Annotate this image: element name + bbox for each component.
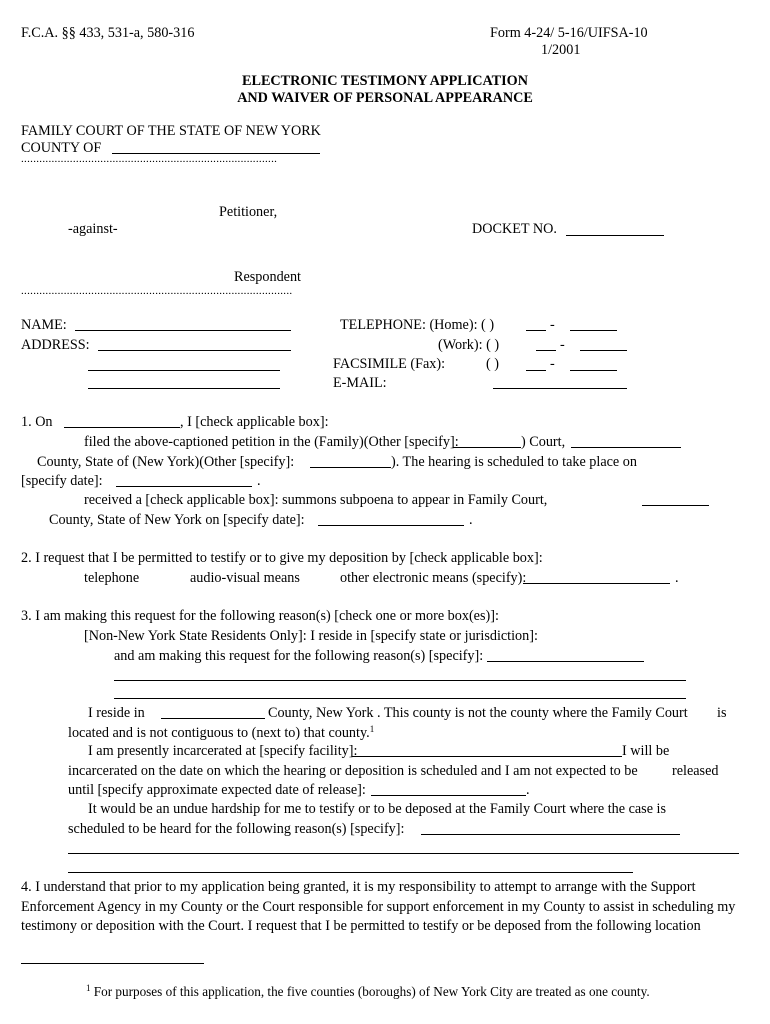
s3-hardship-reason-field[interactable] (421, 834, 680, 835)
separator-dots: ......................................................................................... (21, 285, 293, 297)
separator-dots: .................................................................................... (21, 153, 278, 165)
s3-scheduled-text: scheduled to be heard for the following reason(s) [specify]: (68, 821, 405, 837)
s1-check-label: , I [check applicable box]: (180, 414, 329, 430)
s3-facility-field[interactable] (352, 756, 622, 757)
title-line-1: ELECTRONIC TESTIMONY APPLICATION (242, 73, 528, 89)
s3-nonresident-option[interactable]: [Non-New York State Residents Only]: I reside in [specify state or jurisdiction]: (84, 628, 538, 644)
dash: - (560, 337, 565, 353)
s3-incarcerated-2: incarcerated on the date on which the hearing or deposition is scheduled and I am not expected to be (68, 763, 638, 779)
s3-released-text: released (672, 763, 719, 779)
period: . (526, 782, 530, 798)
s3-hardship-option[interactable]: It would be an undue hardship for me to testify or to be deposed at the Family Court where the case is (88, 801, 666, 817)
petitioner-label: Petitioner, (219, 204, 278, 220)
docket-field[interactable] (566, 235, 664, 236)
home-exchange-field[interactable] (526, 330, 546, 331)
footnote-reference: 1 (369, 724, 375, 734)
title-line-2: AND WAIVER OF PERSONAL APPEARANCE (237, 90, 533, 106)
s3-reason-field[interactable] (487, 661, 644, 662)
court-name: FAMILY COURT OF THE STATE OF NEW YORK (21, 123, 321, 139)
period: . (257, 473, 261, 489)
docket-label: DOCKET NO. (472, 221, 557, 237)
s1-county-state: County, State of (New York)(Other [specify]: (37, 454, 295, 470)
s3-release-date-field[interactable] (371, 795, 526, 796)
s3-will-be-text: I will be (622, 743, 670, 759)
s3-county-ny-text: County, New York . This county is not the county where the Family Court (268, 705, 688, 721)
s4-line-1: 4. I understand that prior to my application being granted, it is my responsibility to attempt to arrange with the Support (21, 879, 696, 895)
fax-label: FACSIMILE (Fax): (333, 356, 446, 372)
s1-hearing-text: ). The hearing is scheduled to take place on (391, 454, 637, 470)
telephone-work-label: (Work): ( ) (438, 337, 500, 353)
email-label: E-MAIL: (333, 375, 387, 391)
s3-until-text: until [specify approximate expected date of release]: (68, 782, 366, 798)
s2-option-other[interactable]: other electronic means (specify): (340, 570, 527, 586)
s1-court-text: ) Court, (521, 434, 566, 450)
dash: - (550, 356, 555, 372)
s1-court-name-field[interactable] (571, 447, 681, 448)
s3-reside-in-option[interactable]: I reside in (88, 705, 145, 721)
respondent-label: Respondent (234, 269, 301, 285)
footnote-text: For purposes of this application, the five counties (boroughs) of New York City are treated as one county. (93, 984, 650, 999)
s1-appear-date-field[interactable] (318, 525, 464, 526)
s3-reason-line-3[interactable] (114, 698, 686, 699)
s4-line-2: Enforcement Agency in my County or the Court responsible for support enforcement in my County to assist in scheduling my (21, 899, 736, 915)
address-field-1[interactable] (98, 350, 291, 351)
telephone-home-label: TELEPHONE: (Home): ( ) (340, 317, 495, 333)
against-label: -against- (68, 221, 118, 237)
s3-county-field[interactable] (161, 718, 265, 719)
s1-specify-date-label: [specify date]: (21, 473, 103, 489)
form-number: Form 4-24/ 5-16/UIFSA-10 (490, 25, 648, 41)
s1-state-specify-field[interactable] (310, 467, 391, 468)
email-field[interactable] (493, 388, 627, 389)
s1-court-specify-field[interactable] (453, 447, 521, 448)
footnote (86, 984, 650, 998)
s4-line-3: testimony or deposition with the Court. I request that I be permitted to testify or be deposed from the following location (21, 918, 701, 934)
s1-county-ny-text: County, State of New York on [specify date]: (49, 512, 305, 528)
s3-located-sentence: located and is not contiguous to (next to) that county. (68, 725, 370, 741)
address-field-3[interactable] (88, 388, 280, 389)
s1-filed-text: filed the above-captioned petition in the (Family)(Other [specify]: (84, 434, 459, 450)
s3-is-text: is (717, 705, 727, 721)
s1-received-text: received a [check applicable box]: summons subpoena to appear in Family Court, (84, 492, 548, 508)
period: . (469, 512, 473, 528)
s1-on: 1. On (21, 414, 53, 430)
s2-request-text: 2. I request that I be permitted to testify or to give my deposition by [check applicable box]: (21, 550, 543, 566)
name-label: NAME: (21, 317, 67, 333)
s3-reason-label: and am making this request for the following reason(s) [specify]: (114, 648, 484, 664)
fax-exchange-field[interactable] (526, 370, 546, 371)
footnote-mark: 1 (86, 983, 91, 993)
dash: - (550, 317, 555, 333)
work-number-field[interactable] (580, 350, 627, 351)
county-of-label: COUNTY OF (21, 140, 102, 156)
address-field-2[interactable] (88, 370, 280, 371)
s2-option-audio-visual[interactable]: audio-visual means (190, 570, 300, 586)
name-field[interactable] (75, 330, 291, 331)
s3-hardship-line-3[interactable] (68, 872, 633, 873)
home-number-field[interactable] (570, 330, 617, 331)
s3-located-text (68, 725, 374, 740)
s3-hardship-line-2[interactable] (68, 853, 739, 854)
s1-date-field[interactable] (64, 427, 180, 428)
footnote-divider (21, 963, 204, 964)
s2-other-specify-field[interactable] (523, 583, 670, 584)
fax-area-code: ( ) (486, 356, 499, 372)
work-exchange-field[interactable] (536, 350, 556, 351)
s3-reason-line-2[interactable] (114, 680, 686, 681)
fax-number-field[interactable] (570, 370, 617, 371)
s3-incarcerated-option[interactable]: I am presently incarcerated at [specify facility]: (88, 743, 358, 759)
period: . (675, 570, 679, 586)
s2-option-telephone[interactable]: telephone (84, 570, 140, 586)
s1-county-field[interactable] (642, 505, 709, 506)
statute-citation: F.C.A. §§ 433, 531-a, 580-316 (21, 25, 195, 41)
s3-intro-text: 3. I am making this request for the following reason(s) [check one or more box(es)]: (21, 608, 499, 624)
form-date: 1/2001 (541, 42, 581, 58)
s1-hearing-date-field[interactable] (116, 486, 252, 487)
address-label: ADDRESS: (21, 337, 90, 353)
